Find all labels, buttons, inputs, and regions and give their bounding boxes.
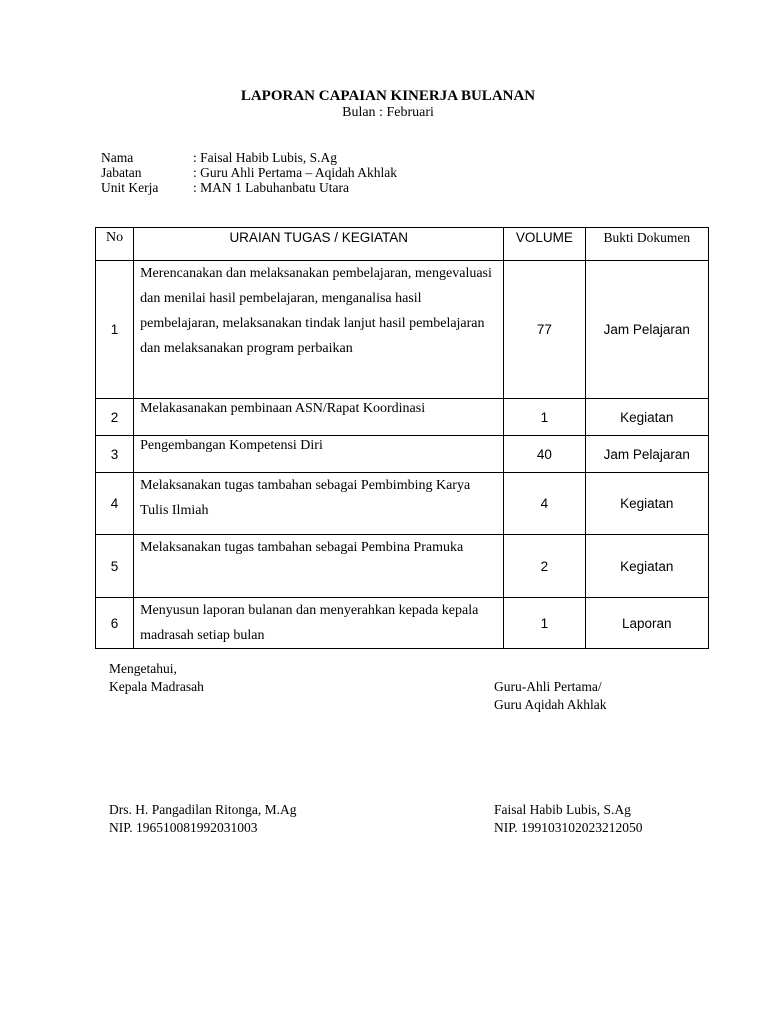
headmaster-title: Kepala Madrasah bbox=[109, 679, 204, 694]
signature-left-name-block bbox=[109, 801, 296, 837]
headmaster-name: Drs. H. Pangadilan Ritonga, M.Ag bbox=[109, 802, 297, 817]
teacher-name: Faisal Habib Lubis, S.Ag bbox=[494, 802, 631, 817]
cell-volume: 4 bbox=[504, 473, 585, 535]
cell-task: Melakasanakan pembinaan ASN/Rapat Koordinasi bbox=[134, 399, 504, 436]
cell-volume: 1 bbox=[504, 399, 585, 436]
cell-volume: 40 bbox=[504, 436, 585, 473]
acknowledgement-label: Mengetahui, bbox=[109, 661, 177, 676]
header-document: Bukti Dokumen bbox=[585, 228, 708, 261]
report-month: Bulan : Februari bbox=[342, 105, 434, 120]
cell-no: 3 bbox=[96, 436, 134, 473]
headmaster-nip: NIP. 196510081992031003 bbox=[109, 820, 258, 835]
employee-info bbox=[101, 150, 397, 195]
cell-volume: 2 bbox=[504, 535, 585, 598]
report-title: LAPORAN CAPAIAN KINERJA BULANAN bbox=[240, 88, 536, 104]
header-volume: VOLUME bbox=[504, 228, 585, 261]
cell-no: 5 bbox=[96, 535, 134, 598]
table-row bbox=[96, 473, 709, 535]
teacher-nip: NIP. 199103102023212050 bbox=[494, 820, 643, 835]
info-value: : Faisal Habib Lubis, S.Ag bbox=[193, 150, 337, 165]
cell-task: Merencanakan dan melaksanakan pembelajaran, mengevaluasi dan menilai hasil pembelajaran, menganalisa hasil pembelajaran, melaksanakan tindak lanjut hasil pembelajaran dan melaksanakan program perbaikan bbox=[134, 261, 504, 399]
cell-document: Jam Pelajaran bbox=[585, 261, 708, 399]
info-label: Unit Kerja bbox=[101, 180, 159, 195]
signature-left-block bbox=[109, 660, 204, 696]
info-label: Jabatan bbox=[101, 165, 142, 180]
table-row bbox=[96, 261, 709, 399]
cell-document: Jam Pelajaran bbox=[585, 436, 708, 473]
header-task: URAIAN TUGAS / KEGIATAN bbox=[134, 228, 504, 261]
cell-volume: 1 bbox=[504, 598, 585, 649]
cell-volume: 77 bbox=[504, 261, 585, 399]
cell-task: Pengembangan Kompetensi Diri bbox=[134, 436, 504, 473]
info-value: : Guru Ahli Pertama – Aqidah Akhlak bbox=[193, 165, 397, 180]
table-row bbox=[96, 535, 709, 598]
cell-no: 6 bbox=[96, 598, 134, 649]
cell-no: 4 bbox=[96, 473, 134, 535]
cell-no: 2 bbox=[96, 399, 134, 436]
info-row-position bbox=[101, 165, 397, 180]
teacher-subject: Guru Aqidah Akhlak bbox=[494, 697, 607, 712]
table-header-row bbox=[96, 228, 709, 261]
cell-document: Kegiatan bbox=[585, 473, 708, 535]
info-row-unit bbox=[101, 180, 397, 195]
table-row bbox=[96, 436, 709, 473]
teacher-title: Guru-Ahli Pertama/ bbox=[494, 679, 602, 694]
signature-right-block bbox=[494, 678, 607, 714]
header-no: No bbox=[96, 228, 134, 261]
cell-no: 1 bbox=[96, 261, 134, 399]
cell-task: Menyusun laporan bulanan dan menyerahkan kepada kepala madrasah setiap bulan bbox=[134, 598, 504, 649]
info-label: Nama bbox=[101, 150, 134, 165]
table-row bbox=[96, 399, 709, 436]
cell-task: Melaksanakan tugas tambahan sebagai Pembimbing Karya Tulis Ilmiah bbox=[134, 473, 504, 535]
info-row-name bbox=[101, 150, 397, 165]
cell-document: Laporan bbox=[585, 598, 708, 649]
performance-table bbox=[95, 227, 709, 649]
table-row bbox=[96, 598, 709, 649]
cell-document: Kegiatan bbox=[585, 399, 708, 436]
cell-task: Melaksanakan tugas tambahan sebagai Pembina Pramuka bbox=[134, 535, 504, 598]
signature-right-name-block bbox=[494, 801, 643, 837]
info-value: : MAN 1 Labuhanbatu Utara bbox=[193, 180, 349, 195]
cell-document: Kegiatan bbox=[585, 535, 708, 598]
